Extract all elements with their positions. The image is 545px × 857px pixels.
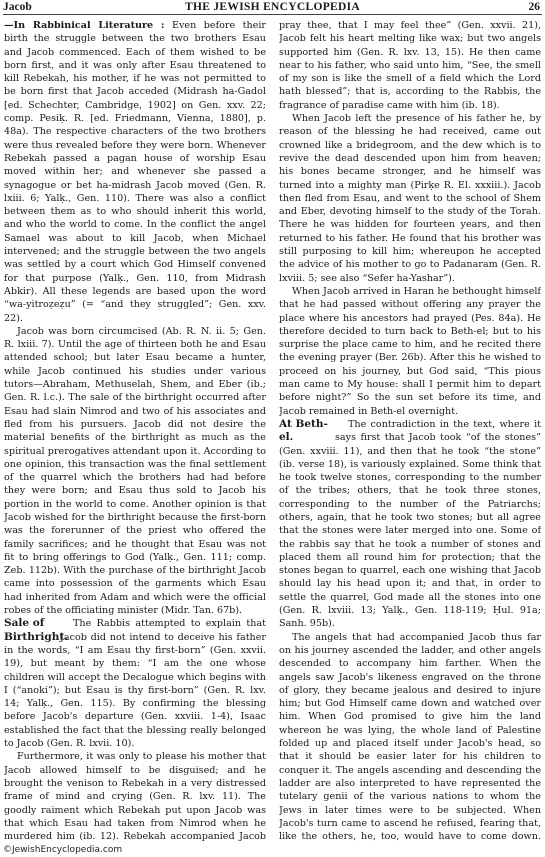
paragraph-text: Furthermore, it was only to please his mother that Jacob allowed himself to be disguised; and he brought the venison to Rebekah in a very distressed frame of mind and crying (Gen. R. lxv. 11). The goodly raiment which Rebekah put upon Jacob was that which Esau had taken from Nimrod when he murdered him (ib. 12). Rebekah accompanied Jacob	[4, 751, 266, 843]
site-footer	[3, 845, 122, 856]
footer-site-link[interactable]: JewishEncyclopedia.com	[12, 845, 123, 855]
side-heading-line: Sale of	[4, 617, 45, 630]
paragraph	[4, 617, 266, 750]
paragraph	[4, 19, 266, 325]
header-article-title: Jacob	[3, 1, 32, 13]
side-heading-at-beth-el: At Beth-el.	[279, 417, 328, 444]
paragraph	[279, 418, 541, 631]
header-page-number: 26	[528, 1, 540, 13]
side-heading-sale-of-birthright	[4, 617, 68, 644]
paragraph	[279, 19, 541, 112]
copyright-icon: ©	[3, 845, 12, 855]
paragraph-text: The contradiction in the text, where it says first that Jacob took “of the stones” (Gen. xxviii. 11), and then that he took “the stone” (ib. verse 18), is variously explained. Some think that he took twelve stones, corresponding to the number of the tribes; others, that he took three stones, corresponding to the number of the Patriarchs; others, again, that he took two stones; but all agree that the stones were later merged into one. Some of the rabbis say that he took a number of stones and placed them all round him for protection; that the stones began to quarrel, each one wishing that Jacob should lay his head upon it; and that, in order to settle the quarrel, God made all the stones into one (Gen. R. lxviii. 13; Yalḳ., Gen. 118-119; Ḥul. 91a; Sanh. 95b).	[279, 418, 541, 630]
paragraph	[4, 750, 266, 843]
side-heading-line: Birthright.	[4, 630, 68, 643]
paragraph	[4, 325, 266, 618]
paragraph-text: When Jacob arrived in Haran he bethought himself that he had passed without offering any prayer the place where his ancestors had prayed (Pes. 84a). He therefore decided to turn back to Beth-el; but to his surprise the place came to him, and he recited there the evening prayer (Ber. 26b). After this he wished to proceed on his journey, but God said, “This pious man came to My house: shall I permit him to depart before night?” So the sun set before its time, and Jacob remained in Beth-el overnight.	[279, 285, 541, 417]
paragraph-text: pray thee, that I may feel thee” (Gen. xxvii. 21), Jacob felt his heart melting like wax; but two angels supported him (Gen. R. lxv. 13, 15). He then came near to his father, who said unto him, “See, the smell of my son is like the smell of a field which the Lord hath blessed”; that is, according to the Rabbis, the fragrance of paradise came with him (ib. 18).	[279, 20, 541, 111]
paragraph-text: The Rabbis attempted to explain that Jacob did not intend to deceive his father in the words, “I am Esau thy first-born” (Gen. xxvii. 19), but meant by them: “I am the one whose children will accept the Decalogue which begins with I (“anoki”); but Esau is thy first-born” (Gen. R. lxv. 14; Yalḳ., Gen. 115). By confirming the blessing before Jacob's departure (Gen. xxviii. 1-4), Isaac established the fact that the blessing really belonged to Jacob (Gen. R. lxvii. 10).	[4, 618, 266, 750]
paragraph	[279, 285, 541, 418]
paragraph-text: The angels that had accompanied Jacob thus far on his journey ascended the ladder, and other angels descended to accompany him farther. When the angels saw Jacob's likeness engraved on the throne of glory, they became jealous and desired to injure him; but God Himself came down and watched over him. When God promised to give him the land whereon he was lying, the whole land of Palestine folded up and placed itself under Jacob's head, so that it should be easier later for his children to conquer it. The angels ascending and descending the ladder are also interpreted to have represented the tutelary genii of the various nations to whom the Jews in later times were to be subjected. When Jacob's turn came to ascend he refused, fearing that, like the others, he, too, would have to come down.	[279, 631, 541, 843]
page-header	[3, 0, 542, 15]
paragraph-text: When Jacob left the presence of his father he, by reason of the blessing he had received, came out crowned like a bridegroom, and the dew which is to revive the dead descended upon him from heaven; his bones became stronger, and he himself was turned into a mighty man (Pirḳe R. El. xxxiii.). Jacob then fled from Esau, and went to the school of Shem and Eber, devoting himself to the study of the Torah. There he was hidden for fourteen years, and then returned to his father. He found that his brother was still purposing to kill him; whereupon he accepted the advice of his mother to go to Padanaram (Gen. R. lxviii. 5; see also “Sefer ha-Yashar”).	[279, 113, 541, 284]
left-column	[4, 19, 266, 843]
paragraph-text: Jacob was born circumcised (Ab. R. N. ii. 5; Gen. R. lxiii. 7). Until the age of thirteen both he and Esau attended school; but later Esau became a hunter, while Jacob continued his studies under various tutors—Abraham, Methuselah, Shem, and Eber (ib.; Gen. R. l.c.). The sale of the birthright occurred after Esau had slain Nimrod and two of his associates and fled from his pursuers. Jacob did not desire the material benefits of the birthright as much as the spiritual prerogatives attendant upon it. According to one opinion, this transaction was the final settlement of the quarrel which the brothers had had before they were born; and Esau thus sold to Jacob his portion in the world to come. Another opinion is that Jacob wished for the birthright because the first-born was the forerunner of the priest who offered the family sacrifices; and he thought that Esau was not fit to bring offerings to God (Yalḳ., Gen. 111; comp. Zeb. 112b). With the purchase of the birthright Jacob came into possession of the garments which Esau had inherited from Adam and which were the official robes of the officiating minister (Midr. Tan. 67b).	[4, 325, 266, 617]
header-encyclopedia-title: THE JEWISH ENCYCLOPEDIA	[185, 1, 360, 13]
paragraph	[279, 631, 541, 843]
right-column	[279, 19, 541, 843]
paragraph-text: Even before their birth the struggle between the two brothers Esau and Jacob commenced. Each of them wished to be born first, and it was only after Esau threatened to kill Rebekah, his mother, if he was not permitted to be born first that Jacob acceded (Midrash ha-Gadol [ed. Schechter, Cambridge, 1902] on Gen. xxv. 22; comp. Pesiḳ. R. [ed. Friedmann, Vienna, 1880], p. 48a). The respective characters of the two brothers were thus revealed before they were born. Whenever Rebekah passed a pagan house of worship Esau moved within her; and whenever she passed a synagogue or bet ha-midrash Jacob moved (Gen. R. lxiii. 6; Yalḳ., Gen. 110). There was also a conflict between them as to who should inherit this world, and who the world to come. In the conflict the angel Samael was about to kill Jacob, when Michael intervened; and the struggle between the two angels was settled by a court which God Himself convened for that purpose (Yalḳ., Gen. 110, from Midrash Abkir). All these legends are based upon the word “wa-yitroẓeẓu” (= “and they struggled”; Gen. xxv. 22).	[4, 20, 266, 324]
paragraph	[279, 112, 541, 285]
section-heading: —In Rabbinical Literature :	[4, 20, 165, 31]
